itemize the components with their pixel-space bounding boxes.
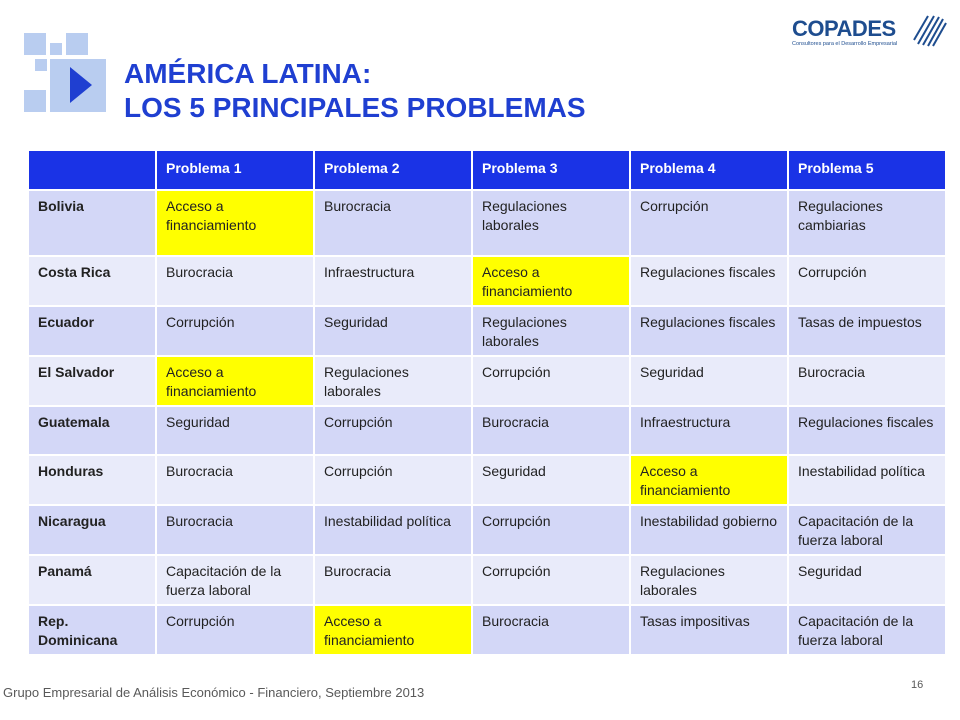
deco-square [35,59,47,71]
header-cell: Problema 2 [314,150,472,190]
problem-cell: Corrupción [472,555,630,605]
problem-cell: Acceso a financiamiento [156,190,314,256]
table-row [28,256,946,306]
problem-cell: Corrupción [314,455,472,505]
table-row [28,190,946,256]
title-line-1: AMÉRICA LATINA: [124,58,372,89]
company-logo [788,14,954,54]
title-line-2: LOS 5 PRINCIPALES PROBLEMAS [124,92,586,123]
arrow-squares-icon [64,63,98,107]
problem-cell: Acceso a financiamiento [156,356,314,406]
problem-cell: Regulaciones fiscales [788,406,946,455]
problem-cell: Corrupción [156,605,314,655]
problem-cell: Regulaciones laborales [314,356,472,406]
deco-square [24,90,46,112]
problem-cell: Regulaciones laborales [472,190,630,256]
problem-cell: Burocracia [314,555,472,605]
globe-icon [908,14,948,48]
problem-cell: Acceso a financiamiento [472,256,630,306]
country-cell: Rep. Dominicana [28,605,156,655]
page-number: 16 [911,679,924,691]
deco-square [66,33,88,55]
problem-cell: Inestabilidad política [788,455,946,505]
problems-table [27,149,947,656]
problem-cell: Tasas de impuestos [788,306,946,356]
problem-cell: Burocracia [314,190,472,256]
problem-cell: Seguridad [472,455,630,505]
header-cell [28,150,156,190]
deco-square [24,33,46,55]
footer-text: Grupo Empresarial de Análisis Económico - Financiero, Septiembre 2013 [3,685,425,700]
country-cell: El Salvador [28,356,156,406]
problem-cell: Regulaciones fiscales [630,256,788,306]
page-title [124,57,586,125]
problem-cell: Regulaciones fiscales [630,306,788,356]
problem-cell: Regulaciones laborales [472,306,630,356]
table-row [28,306,946,356]
problem-cell: Corrupción [472,356,630,406]
country-cell: Nicaragua [28,505,156,555]
problem-cell: Burocracia [156,455,314,505]
problem-cell: Seguridad [156,406,314,455]
table-row [28,555,946,605]
problem-cell: Burocracia [788,356,946,406]
header-cell: Problema 3 [472,150,630,190]
country-cell: Costa Rica [28,256,156,306]
header-cell: Problema 4 [630,150,788,190]
problem-cell: Corrupción [788,256,946,306]
problem-cell: Capacitación de la fuerza laboral [788,505,946,555]
problem-cell: Seguridad [630,356,788,406]
header-cell: Problema 1 [156,150,314,190]
problem-cell: Regulaciones laborales [630,555,788,605]
table-row [28,356,946,406]
problem-cell: Infraestructura [314,256,472,306]
problem-cell: Burocracia [156,256,314,306]
table-row [28,505,946,555]
table-row [28,605,946,655]
problem-cell: Corrupción [630,190,788,256]
problem-cell: Capacitación de la fuerza laboral [156,555,314,605]
problem-cell: Burocracia [472,406,630,455]
table-row [28,455,946,505]
problem-cell: Inestabilidad política [314,505,472,555]
problem-cell: Burocracia [156,505,314,555]
country-cell: Bolivia [28,190,156,256]
problem-cell: Corrupción [314,406,472,455]
problem-cell: Corrupción [156,306,314,356]
logo-name: COPADES [792,16,896,41]
deco-square [50,43,62,55]
header-cell: Problema 5 [788,150,946,190]
country-cell: Honduras [28,455,156,505]
table-header-row [28,150,946,190]
problem-cell: Capacitación de la fuerza laboral [788,605,946,655]
problem-cell: Tasas impositivas [630,605,788,655]
country-cell: Guatemala [28,406,156,455]
problem-cell: Seguridad [314,306,472,356]
problem-cell: Corrupción [472,505,630,555]
problem-cell: Acceso a financiamiento [630,455,788,505]
problem-cell: Seguridad [788,555,946,605]
country-cell: Ecuador [28,306,156,356]
logo-tagline: Consultores para el Desarrollo Empresarial [792,41,898,47]
problem-cell: Infraestructura [630,406,788,455]
table-body [28,190,946,655]
country-cell: Panamá [28,555,156,605]
problem-cell: Burocracia [472,605,630,655]
problem-cell: Inestabilidad gobierno [630,505,788,555]
problem-cell: Regulaciones cambiarias [788,190,946,256]
table-row [28,406,946,455]
problem-cell: Acceso a financiamiento [314,605,472,655]
